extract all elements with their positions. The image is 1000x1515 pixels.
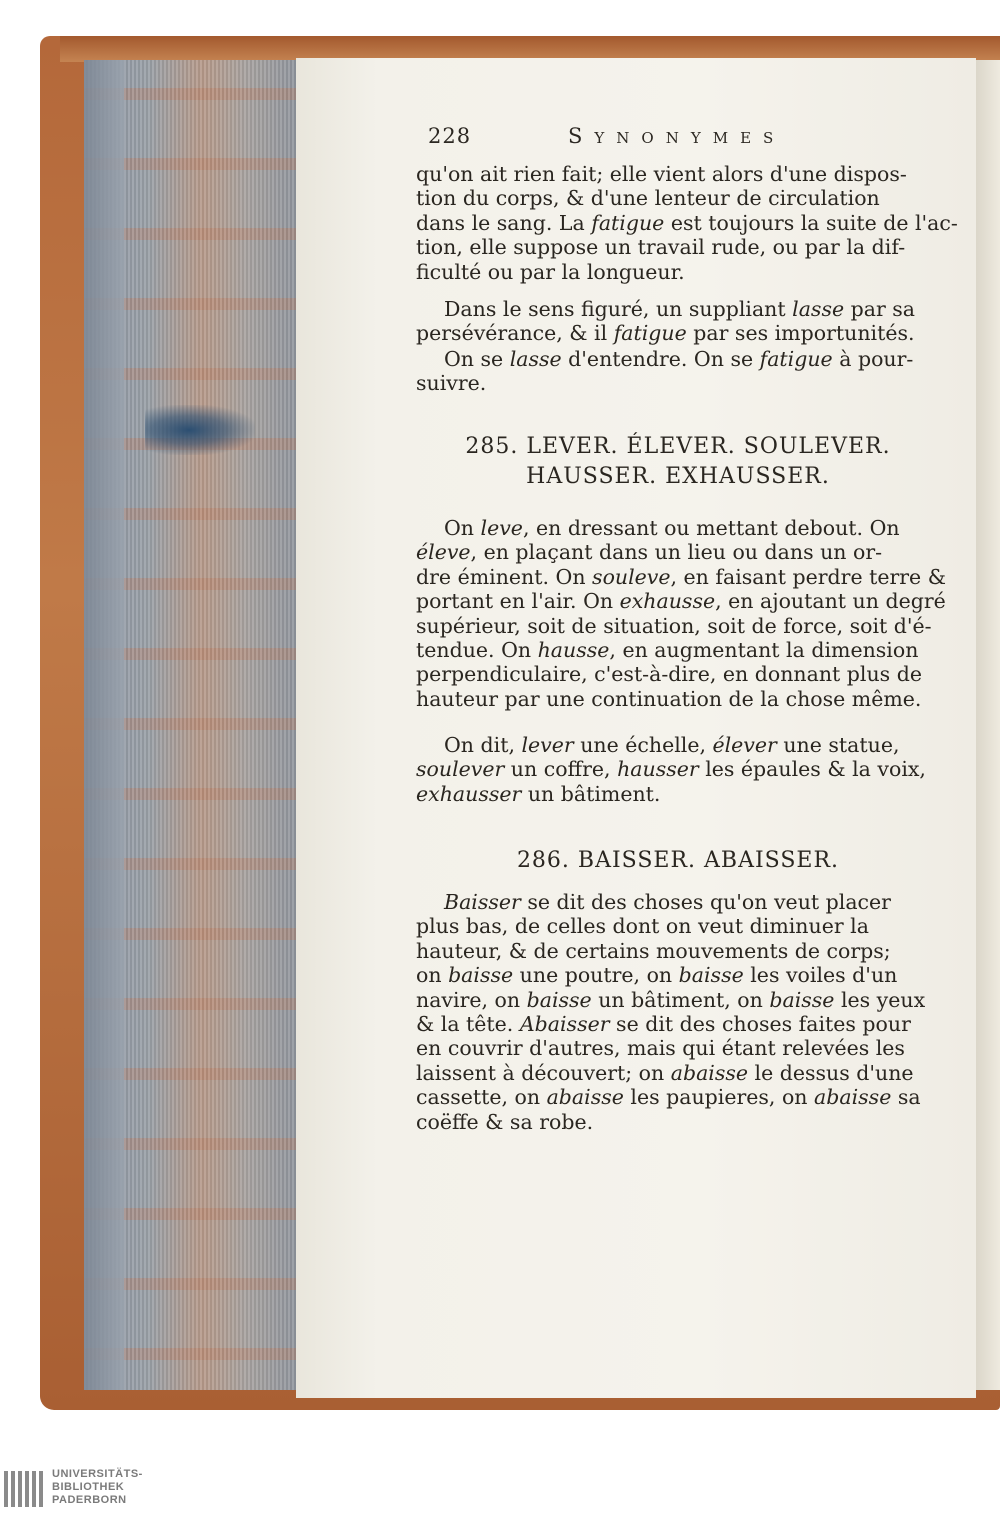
library-name-line3: PADERBORN	[52, 1494, 127, 1506]
italic-term: soulever	[416, 757, 505, 782]
italic-term: fatigue	[759, 347, 833, 371]
italic-term: éleve	[416, 540, 471, 565]
text-line: On se lasse d'entendre. On se fatigue à pour-	[444, 347, 914, 371]
text-line: portant en l'air. On exhausse, en ajoutant un degré	[416, 589, 946, 614]
italic-term: leve	[480, 516, 523, 540]
italic-term: exhausse	[619, 589, 716, 614]
text-line: Dans le sens figuré, un suppliant lasse par sa	[444, 297, 916, 321]
paragraph-285-examples	[416, 733, 940, 806]
italic-term: baisse	[769, 987, 835, 1012]
page-number: 228	[428, 124, 472, 148]
italic-term: lever	[521, 733, 574, 757]
ink-stamp-mark	[145, 405, 255, 455]
text-line: supérieur, soit de situation, soit de force, soit d'é-	[416, 613, 932, 638]
text-line: perpendiculaire, c'est-à-dire, en donnant plus de	[416, 662, 922, 687]
text-line: & la tête. Abaisser se dit des choses faites pour	[416, 1012, 911, 1037]
italic-term: exhausser	[416, 781, 522, 806]
italic-term: lasse	[792, 297, 845, 321]
text-line: hauteur, & de certains mouvements de corps;	[416, 938, 891, 963]
text-line: ficulté ou par la longueur.	[416, 259, 685, 284]
text-line: éleve, en plaçant dans un lieu ou dans un or-	[416, 540, 883, 565]
italic-term: souleve	[592, 564, 671, 589]
paragraph-figure	[416, 297, 940, 346]
italic-term: abaisse	[670, 1060, 749, 1085]
library-logo-icon	[4, 1469, 48, 1509]
page-edges-shadow	[84, 60, 124, 1390]
text-line: On dit, lever une échelle, élever une statue,	[444, 733, 900, 757]
text-line: tion, elle suppose un travail rude, ou par la dif-	[416, 235, 906, 260]
text-line: hauteur par une continuation de la chose même.	[416, 686, 922, 711]
italic-term: abaisse	[814, 1085, 892, 1110]
italic-term: baisse	[448, 963, 514, 988]
paragraph-intro	[416, 162, 958, 284]
running-head-title: Synonymes	[568, 124, 786, 148]
paragraph-lasse	[416, 347, 940, 396]
heading-line: HAUSSER. EXHAUSSER.	[526, 464, 830, 489]
italic-term: Baisser	[444, 890, 521, 914]
text-line: en couvrir d'autres, mais qui étant relevées les	[416, 1036, 905, 1061]
italic-term: baisse	[678, 963, 744, 988]
section-heading-286	[416, 846, 940, 876]
italic-term: abaisse	[546, 1085, 624, 1110]
text-line: dans le sang. La fatigue est toujours la suite de l'ac-	[416, 210, 958, 235]
text-line: laissent à découvert; on abaisse le dessus d'une	[416, 1060, 914, 1085]
text-line: Baisser se dit des choses qu'on veut placer	[444, 890, 891, 914]
text-line: navire, on baisse un bâtiment, on baisse les yeux	[416, 987, 926, 1012]
italic-term: lasse	[509, 347, 562, 371]
italic-term: hausse	[537, 638, 610, 663]
text-line: soulever un coffre, hausser les épaules & la voix,	[416, 757, 926, 782]
italic-term: élever	[712, 733, 777, 757]
italic-term: fatigue	[591, 210, 665, 235]
section-heading-285	[416, 432, 940, 492]
library-footer	[0, 1465, 1000, 1515]
text-line: suivre.	[416, 371, 487, 396]
facing-page-edge	[972, 60, 1000, 1390]
heading-line: 285. LEVER. ÉLEVER. SOULEVER.	[465, 434, 891, 459]
text-line: on baisse une poutre, on baisse les voiles d'un	[416, 963, 898, 988]
library-name-line2: BIBLIOTHEK	[52, 1481, 125, 1493]
library-name-line1: UNIVERSITÄTS-	[52, 1468, 143, 1480]
text-line: exhausser un bâtiment.	[416, 781, 661, 806]
text-line: tendue. On hausse, en augmentant la dimension	[416, 638, 919, 663]
text-line: On leve, en dressant ou mettant debout. On	[444, 516, 900, 540]
italic-term: fatigue	[613, 321, 687, 346]
text-line: plus bas, de celles dont on veut diminuer la	[416, 914, 869, 939]
italic-term: baisse	[526, 987, 592, 1012]
italic-term: hausser	[617, 757, 699, 782]
paragraph-286	[416, 890, 940, 1134]
text-line: cassette, on abaisse les paupieres, on abaisse sa	[416, 1085, 921, 1110]
heading-line: 286. BAISSER. ABAISSER.	[516, 848, 840, 873]
text-line: dre éminent. On souleve, en faisant perdre terre &	[416, 564, 946, 589]
text-line: coëffe & sa robe.	[416, 1109, 594, 1134]
paragraph-285-definitions	[416, 516, 946, 711]
text-line: tion du corps, & d'une lenteur de circulation	[416, 186, 880, 211]
text-line: qu'on ait rien fait; elle vient alors d'une dispos-	[416, 162, 907, 186]
running-head	[428, 124, 838, 154]
library-logo-text	[52, 1468, 143, 1507]
text-line: persévérance, & il fatigue par ses importunités.	[416, 321, 915, 346]
italic-term: Abaisser	[519, 1012, 610, 1037]
